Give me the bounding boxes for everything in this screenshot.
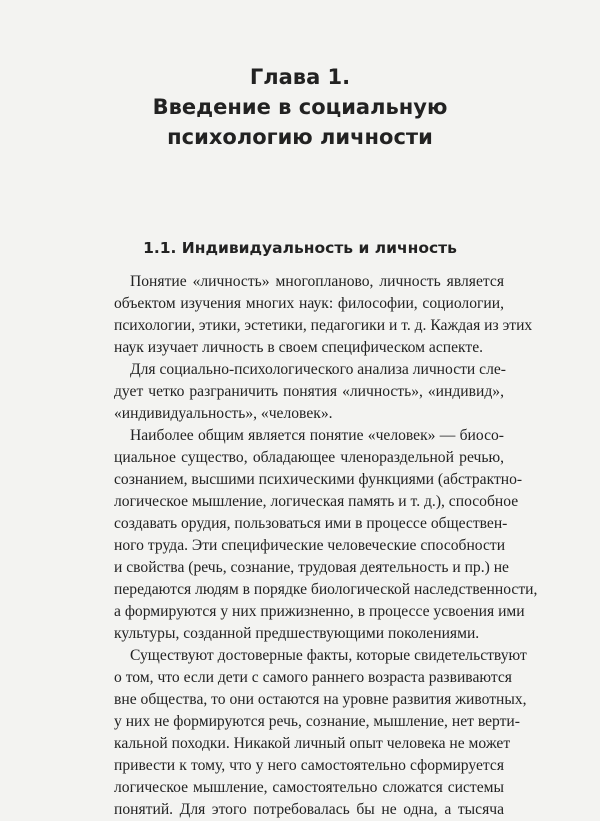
text-line: у них не формируются речь, сознание, мышление, нет верти- — [114, 713, 520, 730]
text-line: Наиболее общим является понятие «человек» — биосо- — [130, 427, 504, 444]
text-line: кальной походки. Никакой личный опыт человека не может — [114, 735, 511, 752]
text-line: а формируются у них прижизненно, в процессе усвоения ими — [114, 603, 525, 620]
text-line: сознанием, высшими психическими функциями (абстрактно- — [114, 471, 523, 488]
chapter-title-line-2: психологию личности — [167, 125, 433, 149]
text-line: объектом изучения многих наук: философии, социологии, — [114, 295, 504, 312]
text-line: культуры, созданной предшествующими поколениями. — [114, 625, 480, 642]
text-line: циальное существо, обладающее членораздельной речью, — [114, 449, 504, 466]
body-text — [114, 271, 538, 821]
text-line: Для социально-психологического анализа личности сле- — [130, 361, 506, 378]
section-title: 1.1. Индивидуальность и личность — [143, 239, 457, 257]
text-line: «индивидуальность», «человек». — [114, 405, 333, 422]
text-line: дует четко разграничить понятия «личность», «индивид», — [114, 383, 504, 400]
text-line: привести к тому, что у него самостоятельно сформируется — [114, 757, 504, 774]
text-line: логическое мышление, самостоятельно сложатся системы — [114, 779, 504, 796]
chapter-title-line-1: Введение в социальную — [152, 95, 448, 119]
text-line: Понятие «личность» многопланово, личность является — [130, 273, 504, 290]
text-line: психологии, этики, эстетики, педагогики и т. д. Каждая из этих — [114, 317, 533, 334]
text-line: ного труда. Эти специфические человеческие способности — [114, 537, 506, 554]
text-line: вне общества, то они остаются на уровне развития животных, — [114, 691, 527, 708]
text-line: наук изучает личность в своем специфическом аспекте. — [114, 339, 484, 356]
text-line: логическое мышление, логическая память и т. д.), способное — [114, 493, 519, 510]
text-line: о том, что если дети с самого раннего возраста развиваются — [114, 669, 512, 686]
text-line: понятий. Для этого потребовалась бы не одна, а тысяча — [114, 801, 504, 818]
text-line: передаются людям в порядке биологической наследственности, — [114, 581, 538, 598]
chapter-heading — [0, 62, 600, 152]
text-line: Существуют достоверные факты, которые свидетельствуют — [130, 647, 527, 664]
text-line: создавать орудия, пользоваться ими в процессе обществен- — [114, 515, 508, 532]
chapter-number: Глава 1. — [249, 65, 351, 89]
text-line: и свойства (речь, сознание, трудовая деятельность и пр.) не — [114, 559, 509, 576]
